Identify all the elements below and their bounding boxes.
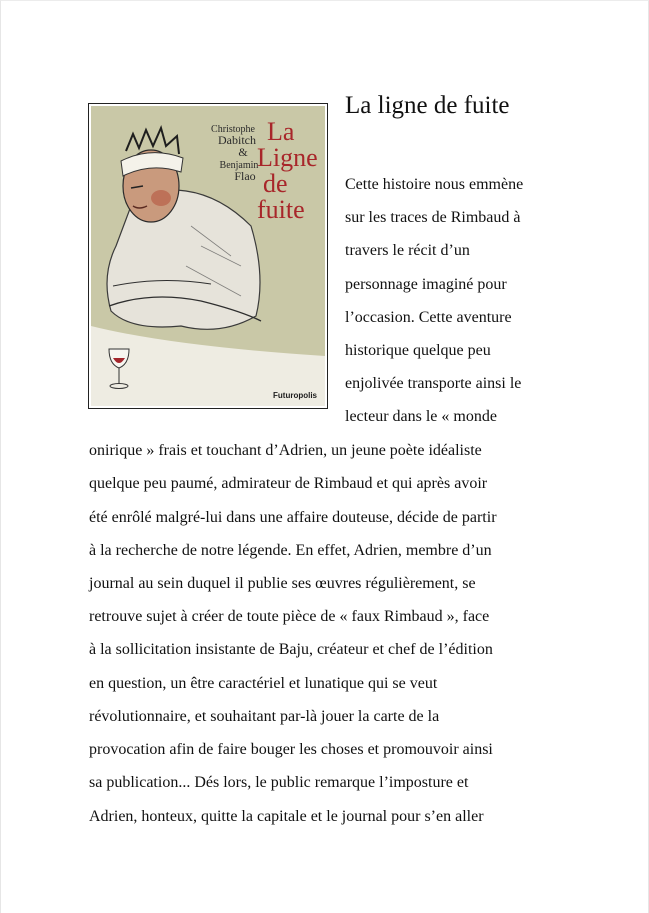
- paragraph-line: été enrôlé malgré-lui dans une affaire douteuse, décide de partir: [89, 509, 497, 526]
- book-cover-image: [88, 103, 328, 409]
- cover-title-word: Ligne: [257, 143, 318, 172]
- cover-title-word: fuite: [257, 195, 305, 224]
- paragraph-line: en question, un être caractériel et lunatique qui se veut: [89, 675, 438, 692]
- paragraph-line: lecteur dans le « monde: [345, 408, 497, 425]
- paragraph-line: travers le récit d’un: [345, 242, 470, 259]
- paragraph-line: Adrien, honteux, quitte la capitale et le journal pour s’en aller: [89, 808, 484, 825]
- cover-author-line: Dabitch: [218, 133, 256, 147]
- paragraph-line: provocation afin de faire bouger les choses et promouvoir ainsi: [89, 741, 493, 758]
- paragraph-line: retrouve sujet à créer de toute pièce de « faux Rimbaud », face: [89, 608, 490, 625]
- cover-author-line: Christophe: [211, 124, 255, 135]
- paragraph-line: à la sollicitation insistante de Baju, créateur et chef de l’édition: [89, 641, 493, 658]
- paragraph-line: journal au sein duquel il publie ses œuvres régulièrement, se: [89, 575, 476, 592]
- cover-title-word: La: [267, 117, 295, 146]
- paragraph-line: onirique » frais et touchant d’Adrien, un jeune poète idéaliste: [89, 442, 482, 459]
- paragraph-line: sa publication... Dés lors, le public remarque l’imposture et: [89, 774, 469, 791]
- paragraph-line: à la recherche de notre légende. En effet, Adrien, membre d’un: [89, 542, 492, 559]
- paragraph-line: enjolivée transporte ainsi le: [345, 375, 522, 392]
- paragraph-line: Cette histoire nous emmène: [345, 176, 524, 193]
- paragraph-line: révolutionnaire, et souhaitant par-là jouer la carte de la: [89, 708, 440, 725]
- paragraph-line: quelque peu paumé, admirateur de Rimbaud et qui après avoir: [89, 475, 488, 492]
- article-title: La ligne de fuite: [345, 92, 510, 119]
- cover-author-line: &: [238, 145, 248, 159]
- paragraph-line: historique quelque peu: [345, 342, 491, 359]
- paragraph-line: personnage imaginé pour: [345, 276, 507, 293]
- cover-title-word: de: [263, 169, 288, 198]
- paragraph-line: sur les traces de Rimbaud à: [345, 209, 521, 226]
- cover-publisher-logo: Futuropolis: [273, 391, 317, 400]
- cover-author-line: Benjamin: [219, 160, 259, 171]
- cover-author-line: Flao: [234, 169, 256, 183]
- paragraph-line: l’occasion. Cette aventure: [345, 309, 512, 326]
